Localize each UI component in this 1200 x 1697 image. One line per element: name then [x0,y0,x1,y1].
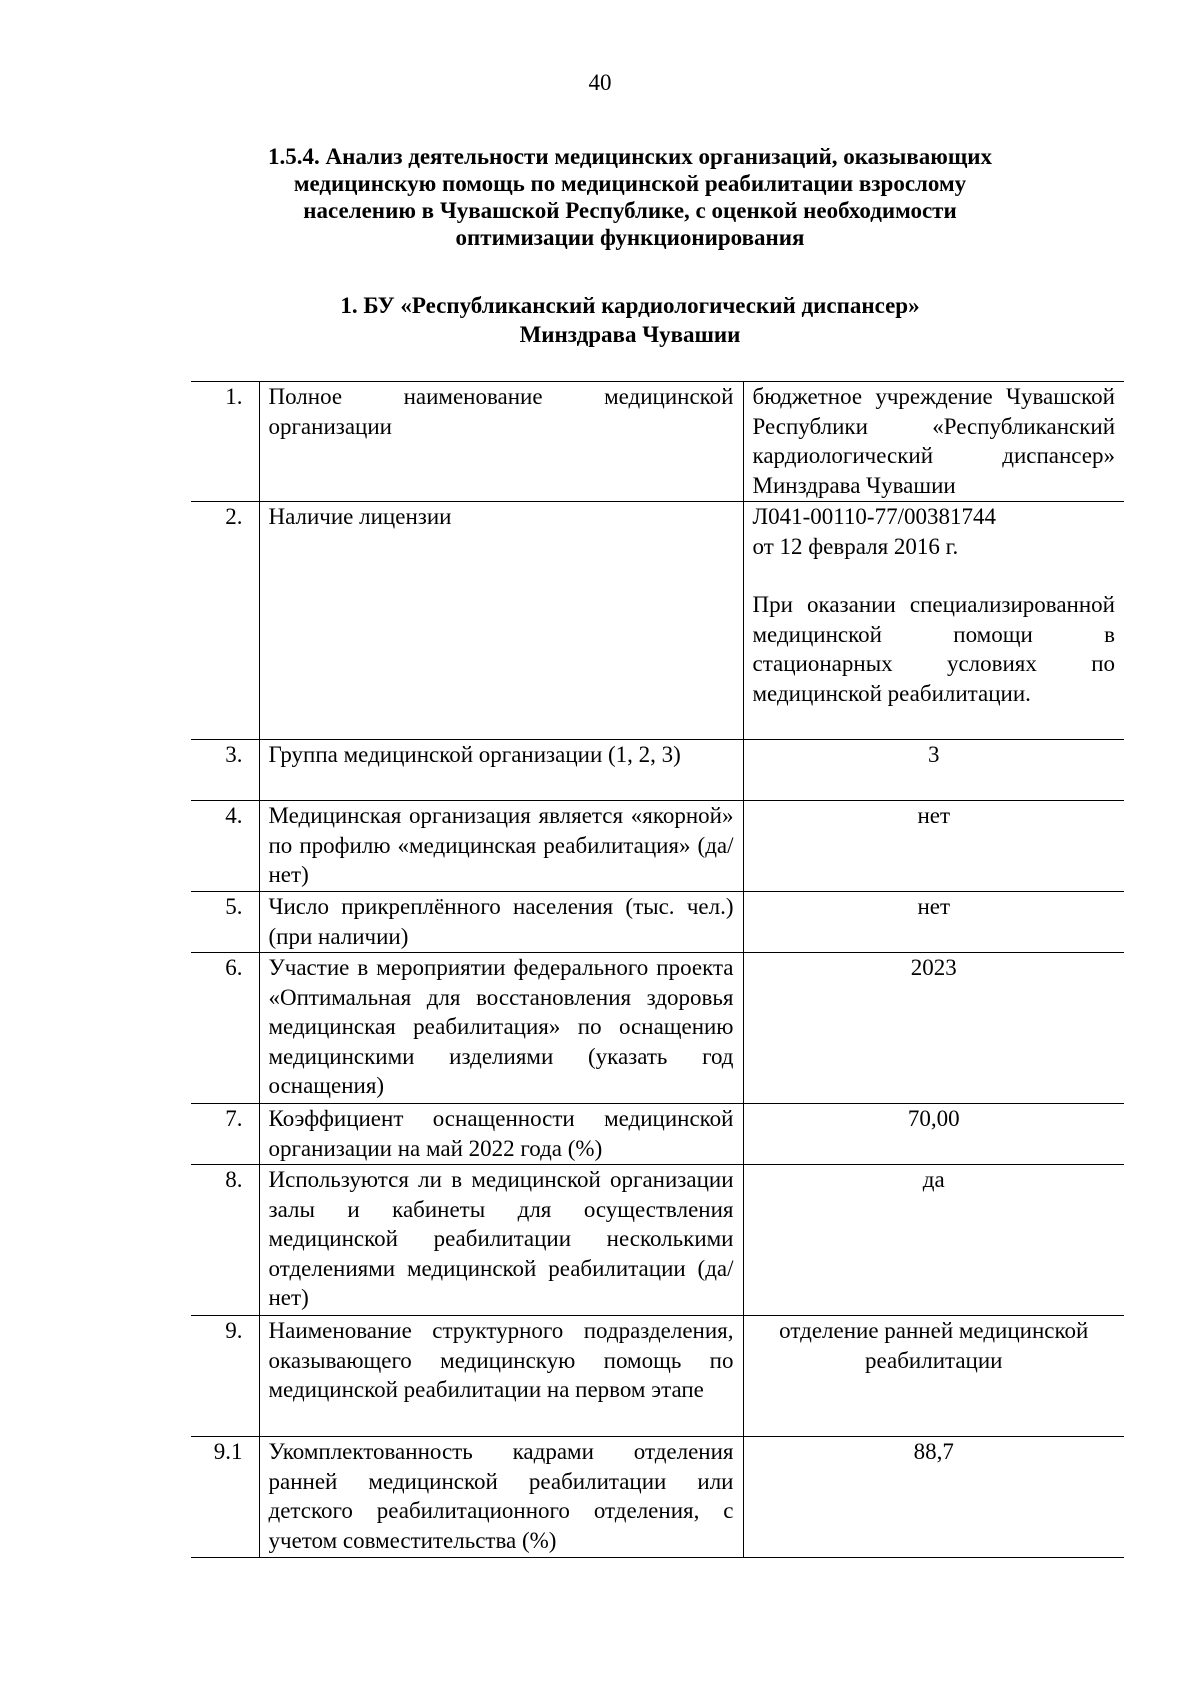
license-date: от 12 февраля 2016 г. [752,533,959,559]
row-value: 70,00 [743,1104,1124,1165]
row-parameter: Медицинская организация является «якорной» по профилю «медицинская реабилитация» (да/нет) [259,801,743,892]
row-parameter: Укомплектованность кадрами отделения ранней медицинской реабилитации или детского реабилитационного отделения, с учетом совместительства (%) [259,1437,743,1558]
table-row [191,1316,1124,1437]
row-value: отделение ранней медицинской реабилитации [743,1316,1124,1437]
row-number: 2. [191,502,259,740]
row-number: 1. [191,382,259,502]
table-row [191,1165,1124,1316]
section-title-line: оптимизации функционирования [455,225,805,250]
section-title-line: 1.5.4. Анализ деятельности медицинских организаций, оказывающих [267,144,993,169]
table-row [191,502,1124,740]
row-value: 3 [743,740,1124,801]
table-row [191,1437,1124,1558]
table-row [191,953,1124,1104]
row-parameter: Коэффициент оснащенности медицинской организации на май 2022 года (%) [259,1104,743,1165]
row-number: 3. [191,740,259,801]
organization-title-line: 1. БУ «Республиканский кардиологический диспансер» [340,293,920,318]
row-parameter: Число прикреплённого населения (тыс. чел.) (при наличии) [259,892,743,953]
row-parameter: Полное наименование медицинской организации [259,382,743,502]
row-parameter: Наличие лицензии [259,502,743,740]
row-number: 4. [191,801,259,892]
row-value: бюджетное учреждение Чувашской Республики «Республиканский кардиологический диспансер» Минздрава Чувашии [743,382,1124,502]
row-number: 5. [191,892,259,953]
row-number: 6. [191,953,259,1104]
organization-info-table [191,381,1124,1558]
row-value [743,502,1124,740]
section-title-line: медицинскую помощь по медицинской реабилитации взрослому [293,171,967,196]
table-row [191,382,1124,502]
row-number: 9. [191,1316,259,1437]
section-title [200,143,1060,251]
row-value: да [743,1165,1124,1316]
table-row [191,1104,1124,1165]
license-note: При оказании специализированной медицинской помощи в стационарных условиях по медицинской реабилитации. [752,592,1115,706]
row-parameter: Наименование структурного подразделения, оказывающего медицинскую помощь по медицинской реабилитации на первом этапе [259,1316,743,1437]
row-number: 8. [191,1165,259,1316]
table-row [191,892,1124,953]
row-value: 2023 [743,953,1124,1104]
section-title-line: населению в Чувашской Республике, с оценкой необходимости [303,198,957,223]
row-number: 7. [191,1104,259,1165]
row-number: 9.1 [191,1437,259,1558]
row-value: нет [743,801,1124,892]
row-parameter: Группа медицинской организации (1, 2, 3) [259,740,743,801]
row-parameter: Используются ли в медицинской организации залы и кабинеты для осуществления медицинской реабилитации несколькими отделениями медицинской реабилитации (да/нет) [259,1165,743,1316]
organization-title [200,291,1060,349]
organization-title-line: Минздрава Чувашии [519,322,741,347]
row-parameter: Участие в мероприятии федерального проекта «Оптимальная для восстановления здоровья медицинская реабилитация» по оснащению медицинскими изделиями (указать год оснащения) [259,953,743,1104]
page-number: 40 [588,70,612,95]
table-row [191,801,1124,892]
row-value: 88,7 [743,1437,1124,1558]
row-value: нет [743,892,1124,953]
license-number: Л041-00110-77/00381744 [752,504,996,529]
table-row [191,740,1124,801]
